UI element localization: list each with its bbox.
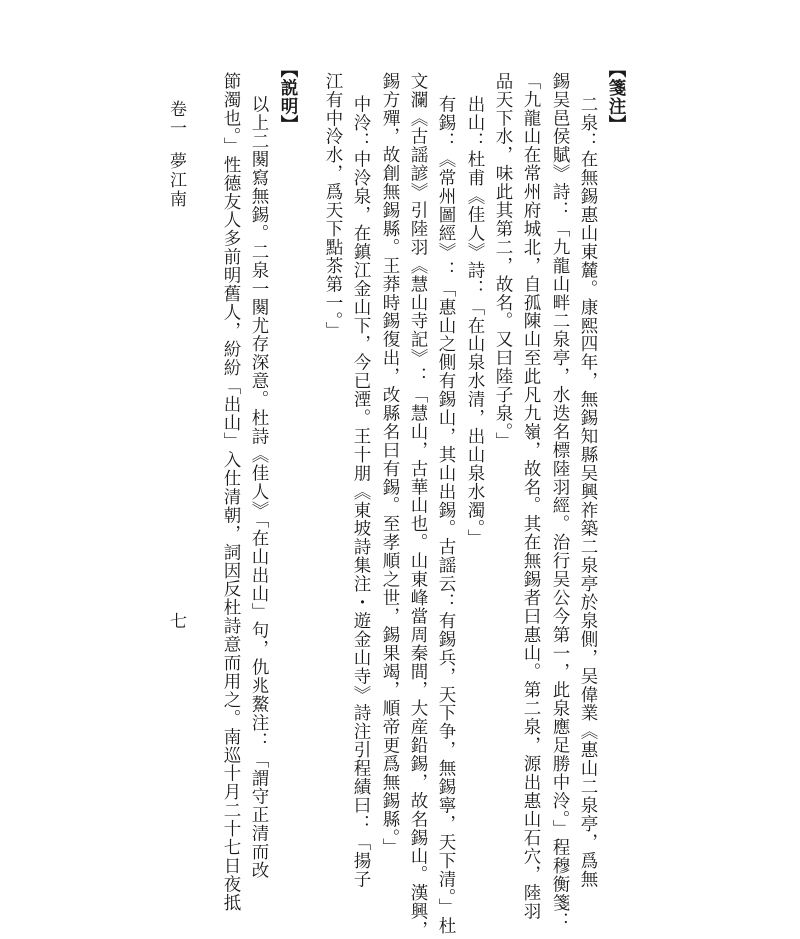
jianzhu-line: 江有中泠水，爲天下點茶第一。」 (323, 72, 343, 340)
running-header-chapter: 卷一 (166, 100, 186, 138)
shuoming-line: 以上二闋寫無錫。二泉一闋尤存深意。杜詩《佳人》「在山出山」句，仇兆鰲注：「謂守正清而改 (249, 95, 269, 880)
shuoming-heading: 【説明】 (278, 60, 298, 134)
jianzhu-line: 有錫：《常州圖經》：「惠山之側有錫山，其山出錫。古謡云：有錫兵，天下争，無錫寧，天下清。」杜 (436, 95, 456, 935)
running-header-title: 夢江南 (166, 152, 186, 209)
jianzhu-line: 錫吴邑侯賦》詩：「九龍山畔二泉亭，水迭名標陸羽經。治行吴公今第一，此泉應足勝中泠。」程穆衡箋： (550, 72, 570, 931)
page-number: 七 (166, 612, 186, 631)
jianzhu-line: 錫方殫，故創無錫縣。王莽時錫復出，改縣名曰有錫。至孝順之世，錫果竭，順帝更爲無錫縣。」 (380, 72, 400, 857)
jianzhu-line: 出山：杜甫《佳人》詩：「在山泉水清，出山泉水濁。」 (465, 95, 485, 548)
jianzhu-line: 二泉：在無錫惠山東麓。康熙四年，無錫知縣吴興祚築二泉亭於泉側，吴偉業《惠山二泉亭，爲無 (578, 95, 598, 889)
jianzhu-heading: 【箋注】 (606, 60, 626, 134)
jianzhu-line: 中泠：中泠泉，在鎮江金山下，今已湮。王十朋《東坡詩集注・遊金山寺》詩注引程績曰：「揚子 (351, 95, 371, 889)
jianzhu-line: 文瀾《古謡諺》引陸羽《慧山寺記》：「慧山，古華山也。山東峰當周秦間，大産鉛錫，故名錫山。漢興， (408, 72, 428, 939)
shuoming-line: 節濁也。」性德友人多前明舊人，紛紛「出山」入仕清朝，詞因反杜詩意而用之。南巡十月二十七日夜抵 (221, 72, 241, 912)
jianzhu-line: 品天下水，味此其第二，故名。又曰陸子泉。」 (493, 72, 513, 451)
jianzhu-line: 「九龍山在常州府城北，自孤陳山至此凡九嶺，故名。其在無錫者曰惠山。第二泉，源出惠山石穴，陸羽 (521, 72, 541, 921)
